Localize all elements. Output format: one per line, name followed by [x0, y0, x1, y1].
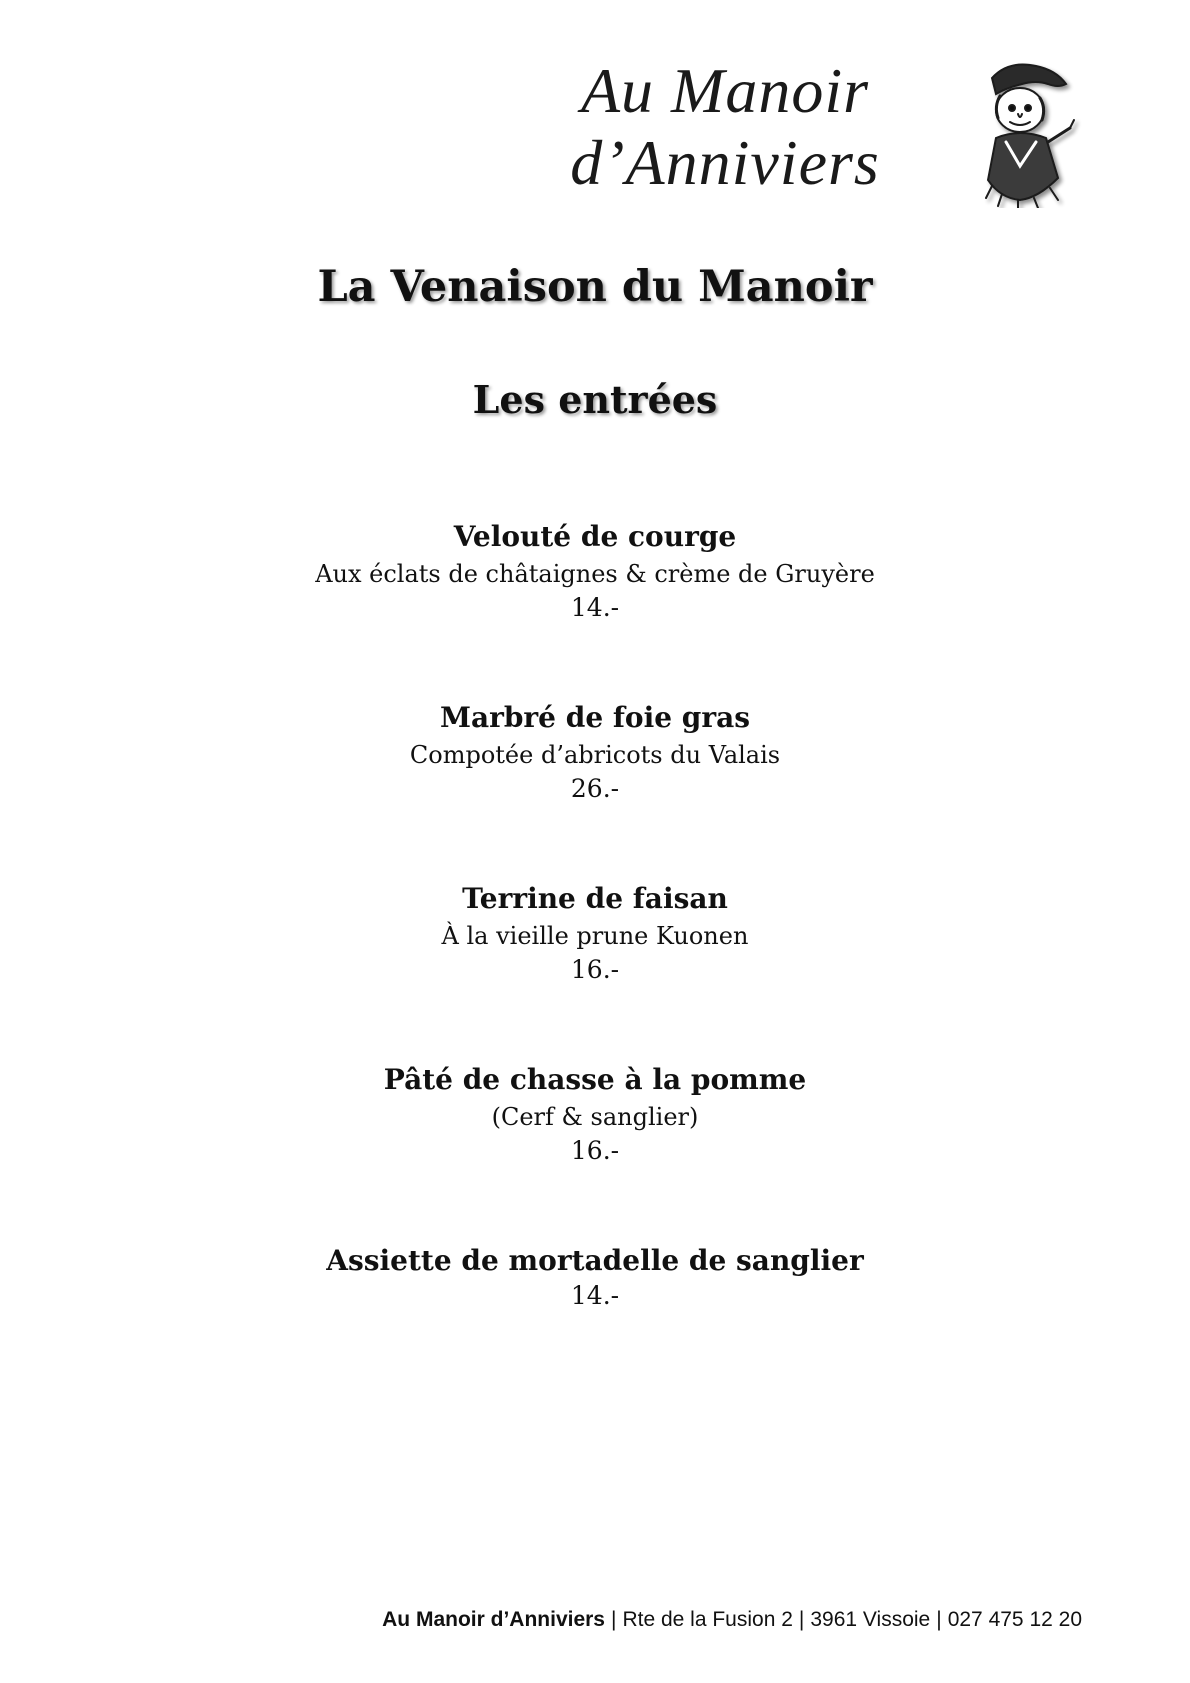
- page-title: La Venaison du Manoir: [317, 262, 873, 312]
- footer-address: Rte de la Fusion 2: [622, 1608, 793, 1631]
- menu-item-description: (Cerf & sanglier): [491, 1103, 699, 1131]
- menu-item: [0, 699, 1190, 880]
- menu-item-description: Compotée d’abricots du Valais: [409, 741, 781, 769]
- menu-list: [0, 518, 1190, 1423]
- menu-item-price: 14.-: [570, 593, 620, 622]
- footer-separator: |: [610, 1608, 617, 1631]
- logo-line-1: Au Manoir: [580, 55, 870, 126]
- footer-separator: |: [798, 1608, 805, 1631]
- menu-item-description: À la vieille prune Kuonen: [441, 922, 749, 950]
- footer-city: 3961 Vissoie: [810, 1608, 931, 1631]
- menu-item-description: Aux éclats de châtaignes & crème de Gruyère: [315, 560, 875, 588]
- menu-item-price: 14.-: [570, 1281, 620, 1310]
- footer-restaurant-name: Au Manoir d’Anniviers: [382, 1608, 605, 1631]
- menu-item-name: Terrine de faisan: [462, 882, 728, 915]
- menu-item-name: Assiette de mortadelle de sanglier: [326, 1244, 864, 1277]
- menu-item-name: Velouté de courge: [453, 520, 737, 553]
- footer-contact: [382, 1608, 1082, 1632]
- menu-item-price: 26.-: [570, 774, 620, 803]
- menu-item-price: 16.-: [570, 955, 620, 984]
- menu-item-price: 16.-: [570, 1136, 620, 1165]
- menu-item: [0, 1061, 1190, 1242]
- menu-item: [0, 880, 1190, 1061]
- menu-item-name: Marbré de foie gras: [439, 701, 751, 734]
- logo-line-2: d’Anniviers: [570, 127, 880, 198]
- menu-item: [0, 518, 1190, 699]
- section-title: Les entrées: [472, 377, 718, 422]
- menu-item-name: Pâté de chasse à la pomme: [383, 1063, 807, 1096]
- footer-phone: 027 475 12 20: [947, 1608, 1082, 1631]
- mascot-illustration-icon: [978, 58, 1082, 208]
- restaurant-logo: [560, 55, 890, 199]
- footer-separator: |: [936, 1608, 942, 1631]
- menu-item: [0, 1242, 1190, 1423]
